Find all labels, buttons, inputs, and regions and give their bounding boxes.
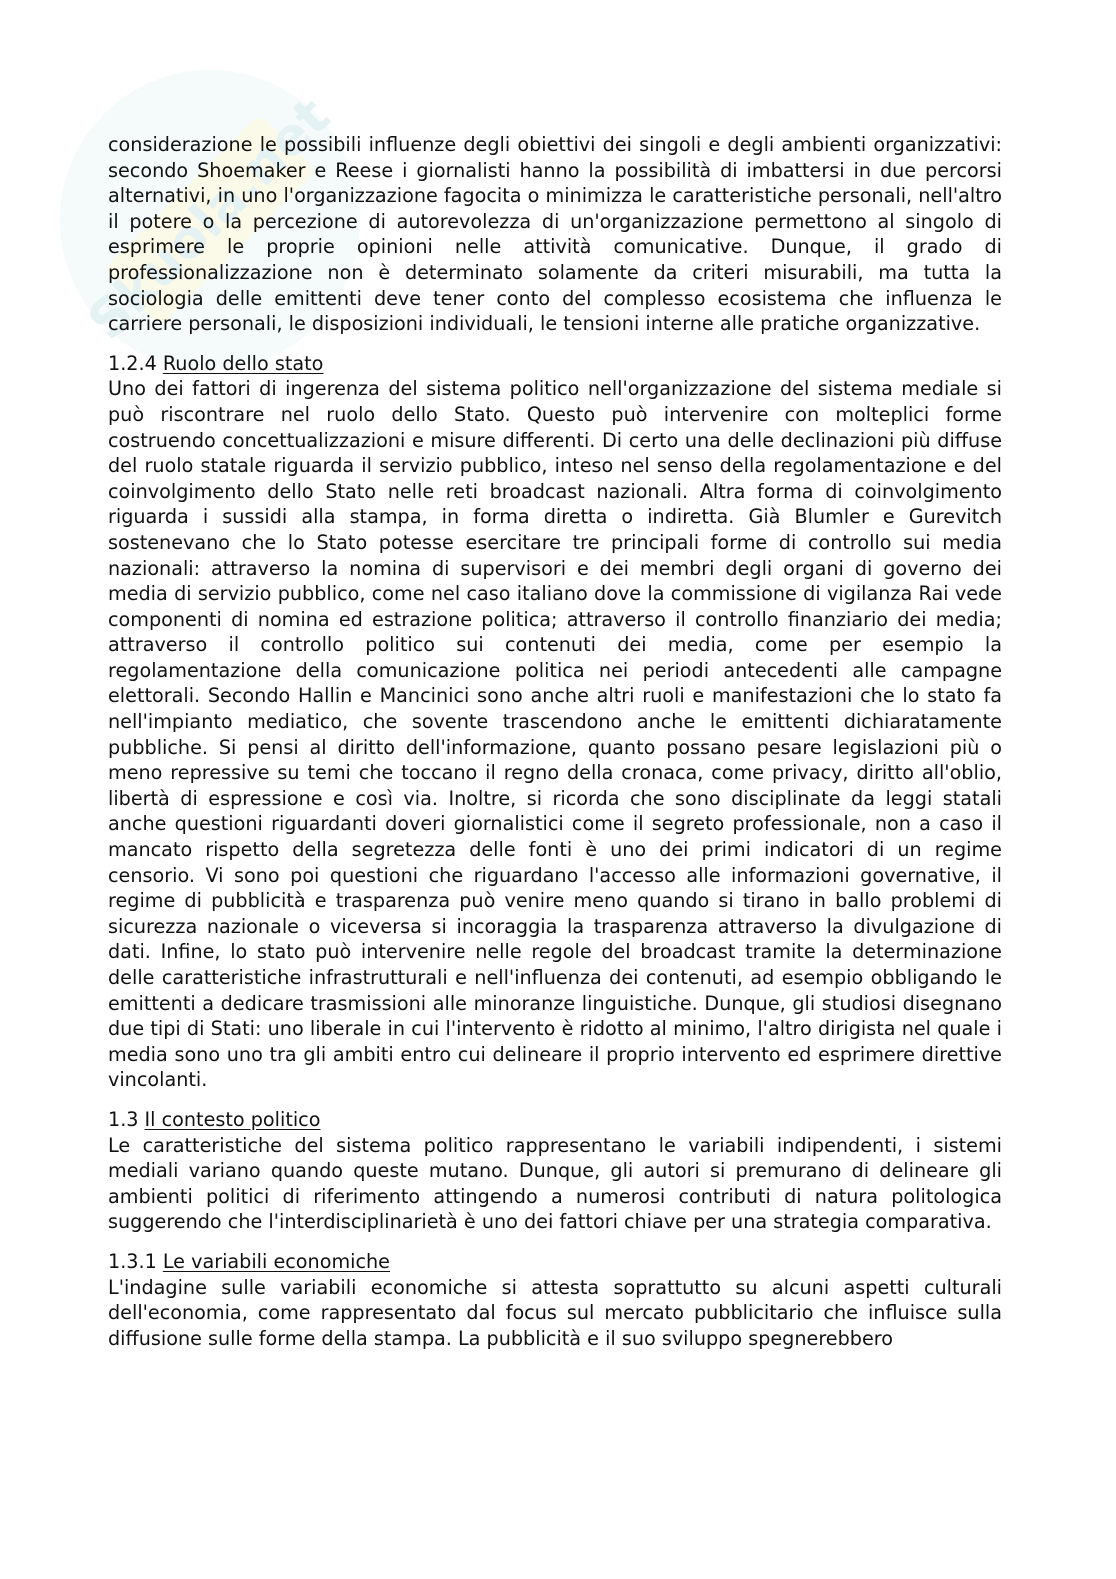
section-title: Il contesto politico (144, 1107, 321, 1131)
section-body: L'indagine sulle variabili economiche si attesta soprattutto su alcuni aspetti culturali dell'economia, come rappresentato dal focus sul mercato pubblicitario che influisce sulla diffusione sulle forme della stampa. La pubblicità e il suo sviluppo spegnerebbero (108, 1275, 1002, 1350)
document-body (108, 132, 1002, 1351)
section-heading (108, 351, 1002, 377)
section-il-contesto-politico (108, 1107, 1002, 1235)
section-body: Le caratteristiche del sistema politico rappresentano le variabili indipendenti, i sistemi mediali variano quando queste mutano. Dunque, gli autori si premurano di delineare gli ambienti politici di riferimento attingendo a numerosi contributi di natura politologica suggerendo che l'interdisciplinarietà è uno dei fattori chiave per una strategia comparativa. (108, 1133, 1002, 1234)
section-heading (108, 1249, 1002, 1275)
intro-paragraph: considerazione le possibili influenze degli obiettivi dei singoli e degli ambienti organizzativi: secondo Shoemaker e Reese i giornalisti hanno la possibilità di imbattersi in due percorsi alternativi, in uno l'organizzazione fagocita o minimizza le caratteristiche personali, nell'altro il potere o la percezione di autorevolezza di un'organizzazione permettono al singolo di esprimere le proprie opinioni nelle attività comunicative. Dunque, il grado di professionalizzazione non è determinato solamente da criteri misurabili, ma tutta la sociologia delle emittenti deve tener conto del complesso ecosistema che influenza le carriere personali, le disposizioni individuali, le tensioni interne alle pratiche organizzative. (108, 133, 1002, 336)
section-title: Le variabili economiche (162, 1249, 390, 1273)
section-number: 1.3 (108, 1107, 139, 1131)
section-number: 1.2.4 (108, 351, 157, 375)
section-heading (108, 1107, 1002, 1133)
section-ruolo-dello-stato (108, 351, 1002, 1093)
section-title: Ruolo dello stato (162, 351, 324, 375)
section-body: Uno dei fattori di ingerenza del sistema politico nell'organizzazione del sistema mediale si può riscontrare nel ruolo dello Stato. Questo può intervenire con molteplici forme costruendo concettualizzazioni e misure differenti. Di certo una delle declinazioni più diffuse del ruolo statale riguarda il servizio pubblico, inteso nel senso della regolamentazione e del coinvolgimento dello Stato nelle reti broadcast nazionali. Altra forma di coinvolgimento riguarda i sussidi alla stampa, in forma diretta o indiretta. Già Blumler e Gurevitch sostenevano che lo Stato potesse esercitare tre principali forme di controllo sui media nazionali: attraverso la nomina di supervisori e dei membri degli organi di governo dei media di servizio pubblico, come nel caso italiano dove la commissione di vigilanza Rai vede componenti di nomina ed estrazione politica; attraverso il controllo finanziario dei media; attraverso il controllo politico sui contenuti dei media, come per esempio la regolamentazione della comunicazione politica nei periodi antecedenti alle campagne elettorali. Secondo Hallin e Mancinici sono anche altri ruoli e manifestazioni che lo stato fa nell'impianto mediatico, che sovente trascendono anche le emittenti dichiaratamente pubbliche. Si pensi al diritto dell'informazione, quanto possano pesare legislazioni più o meno repressive su temi che toccano il regno della cronaca, come privacy, diritto all'oblio, libertà di espressione e così via. Inoltre, si ricorda che sono disciplinate da leggi statali anche questioni riguardanti doveri giornalistici come il segreto professionale, non a caso il mancato rispetto della segretezza delle fonti è uno dei primi indicatori di un regime censorio. Vi sono poi questioni che riguardano l'accesso alle informazioni governative, il regime di pubblicità e trasparenza può venire meno quando si tirano in ballo problemi di sicurezza nazionale o viceversa si incoraggia la trasparenza attraverso la divulgazione di dati. Infine, lo stato può intervenire nelle regole del broadcast tramite la determinazione delle caratteristiche infrastrutturali e nell'influenza dei contenuti, ad esempio obbligando le emittenti a dedicare trasmissioni alle minoranze linguistiche. Dunque, gli studiosi disegnano due tipi di Stati: uno liberale in cui l'intervento è ridotto al minimo, l'altro dirigista nel quale i media sono uno tra gli ambiti entro cui delineare il proprio intervento ed esprimere direttive vincolanti. (108, 377, 1002, 1092)
section-variabili-economiche (108, 1249, 1002, 1351)
watermark-brand-text: Skuola.net (76, 86, 342, 352)
section-number: 1.3.1 (108, 1249, 157, 1273)
